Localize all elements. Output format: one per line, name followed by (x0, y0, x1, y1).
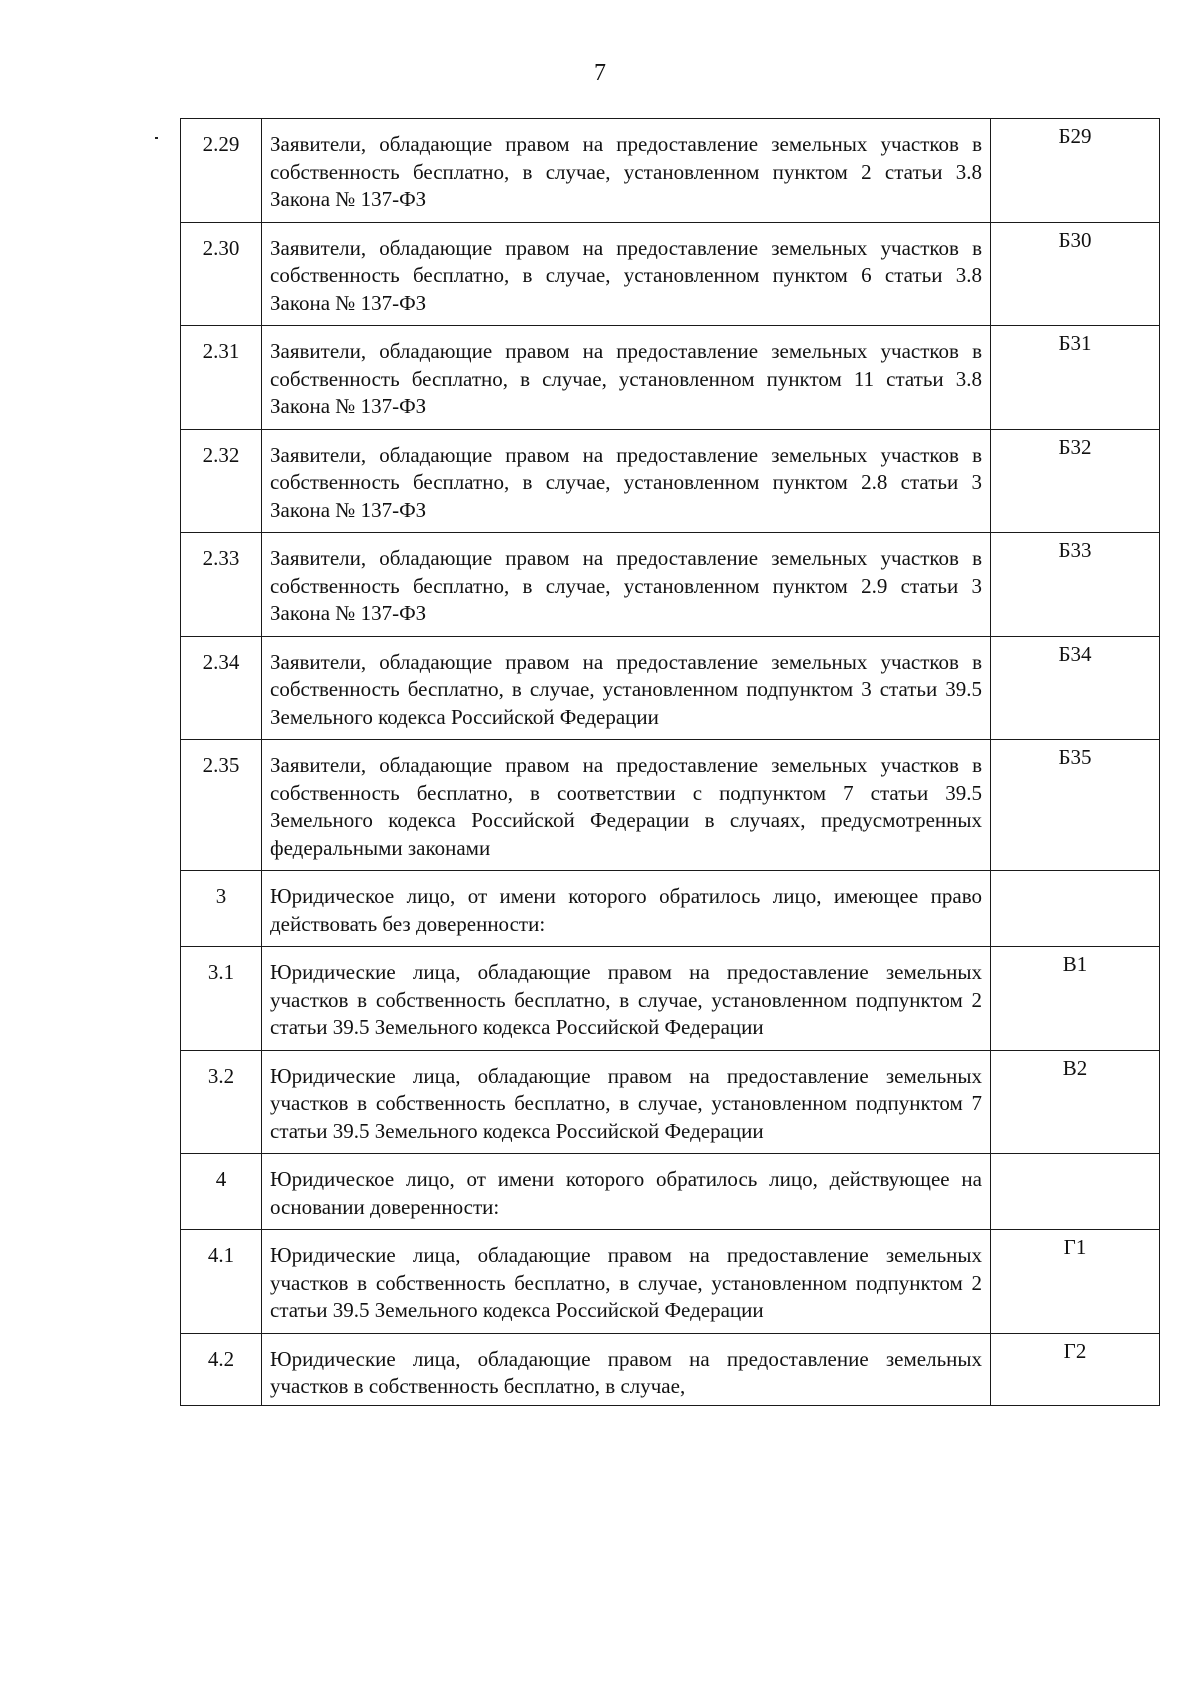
row-code: Г1 (991, 1230, 1160, 1334)
row-number: 3.2 (181, 1050, 262, 1154)
row-code (991, 871, 1160, 947)
page-number: 7 (594, 60, 606, 86)
row-number: 4.2 (181, 1333, 262, 1405)
row-number: 2.35 (181, 740, 262, 871)
category-table (180, 118, 1160, 1406)
row-number: 2.29 (181, 119, 262, 223)
table-row (181, 636, 1160, 740)
table-row (181, 326, 1160, 430)
row-description: Юридические лица, обладающие правом на предоставление земельных участков в собственность бесплатно, в случае, установленном подпунктом 2 статьи 39.5 Земельного кодекса Российской Федерации (262, 1230, 991, 1334)
table-row (181, 222, 1160, 326)
row-description: Юридические лица, обладающие правом на предоставление земельных участков в собственность бесплатно, в случае, установленном подпунктом 2 статьи 39.5 Земельного кодекса Российской Федерации (262, 947, 991, 1051)
table-row (181, 429, 1160, 533)
row-code: Б34 (991, 636, 1160, 740)
row-code: Г2 (991, 1333, 1160, 1405)
row-code: Б31 (991, 326, 1160, 430)
table-row (181, 533, 1160, 637)
row-number: 3.1 (181, 947, 262, 1051)
table-row (181, 871, 1160, 947)
row-description: Заявители, обладающие правом на предоставление земельных участков в собственность бесплатно, в случае, установленном пунктом 11 статьи 3.8 Закона № 137-ФЗ (262, 326, 991, 430)
row-number: 4.1 (181, 1230, 262, 1334)
row-description: Заявители, обладающие правом на предоставление земельных участков в собственность бесплатно, в случае, установленном подпунктом 3 статьи 39.5 Земельного кодекса Российской Федерации (262, 636, 991, 740)
table-row (181, 947, 1160, 1051)
row-number: 4 (181, 1154, 262, 1230)
row-number: 2.31 (181, 326, 262, 430)
table-row (181, 740, 1160, 871)
row-description: Юридические лица, обладающие правом на предоставление земельных участков в собственность бесплатно, в случае, установленном подпунктом 7 статьи 39.5 Земельного кодекса Российской Федерации (262, 1050, 991, 1154)
row-number: 2.30 (181, 222, 262, 326)
row-description: Юридическое лицо, от имени которого обратилось лицо, действующее на основании доверенности: (262, 1154, 991, 1230)
scan-mark (155, 137, 158, 139)
row-code: Б29 (991, 119, 1160, 223)
row-code: Б30 (991, 222, 1160, 326)
row-number: 3 (181, 871, 262, 947)
row-code: В1 (991, 947, 1160, 1051)
row-description: Юридические лица, обладающие правом на предоставление земельных участков в собственность бесплатно, в случае, (262, 1333, 991, 1405)
row-code: В2 (991, 1050, 1160, 1154)
row-description: Юридическое лицо, от имени которого обратилось лицо, имеющее право действовать без доверенности: (262, 871, 991, 947)
row-number: 2.32 (181, 429, 262, 533)
row-code: Б35 (991, 740, 1160, 871)
row-description: Заявители, обладающие правом на предоставление земельных участков в собственность бесплатно, в случае, установленном пунктом 2.8 статьи 3 Закона № 137-ФЗ (262, 429, 991, 533)
row-description: Заявители, обладающие правом на предоставление земельных участков в собственность бесплатно, в соответствии с подпунктом 7 статьи 39.5 Земельного кодекса Российской Федерации в случаях, предусмотренных федеральными законами (262, 740, 991, 871)
row-code (991, 1154, 1160, 1230)
table-row (181, 119, 1160, 223)
table-row (181, 1230, 1160, 1334)
row-number: 2.33 (181, 533, 262, 637)
row-code: Б32 (991, 429, 1160, 533)
row-description: Заявители, обладающие правом на предоставление земельных участков в собственность бесплатно, в случае, установленном пунктом 2 статьи 3.8 Закона № 137-ФЗ (262, 119, 991, 223)
table-row (181, 1333, 1160, 1405)
row-code: Б33 (991, 533, 1160, 637)
row-description: Заявители, обладающие правом на предоставление земельных участков в собственность бесплатно, в случае, установленном пунктом 6 статьи 3.8 Закона № 137-ФЗ (262, 222, 991, 326)
row-description: Заявители, обладающие правом на предоставление земельных участков в собственность бесплатно, в случае, установленном пунктом 2.9 статьи 3 Закона № 137-ФЗ (262, 533, 991, 637)
table-row (181, 1050, 1160, 1154)
table-row (181, 1154, 1160, 1230)
row-number: 2.34 (181, 636, 262, 740)
